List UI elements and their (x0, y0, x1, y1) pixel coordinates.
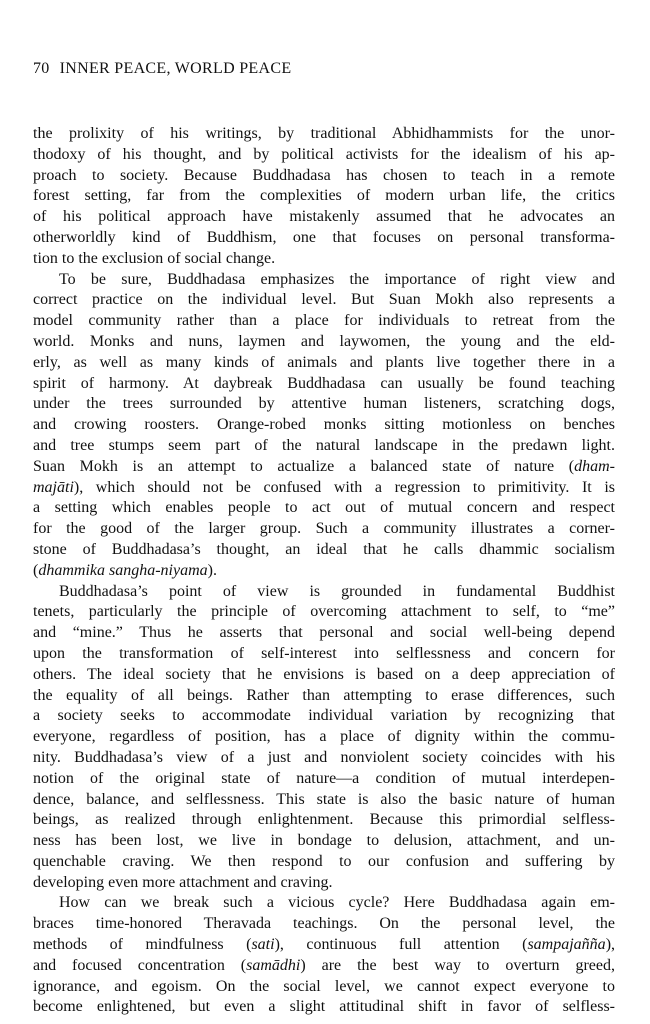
text-line: tion to the exclusion of social change. (33, 249, 276, 267)
text-line: and focused concentration (samādhi) are the best way to overturn greed, (33, 956, 615, 974)
text-line: a society seeks to accommodate individual variation by recognizing that (33, 707, 615, 725)
text-line: tenets, particularly the principle of overcoming attachment to self, to “me” (33, 603, 615, 621)
text-line: nity. Buddhadasa’s view of a just and nonviolent society coincides with his (33, 748, 615, 766)
text-line: proach to society. Because Buddhadasa has chosen to teach in a remote (33, 166, 615, 184)
text-line: ignorance, and egoism. On the social level, we cannot expect everyone to (33, 977, 615, 995)
paragraph (33, 582, 615, 894)
text-line: erly, as well as many kinds of animals and plants live together there in a (33, 353, 615, 371)
running-title: INNER PEACE, WORLD PEACE (59, 60, 292, 77)
text-line: the prolixity of his writings, by traditional Abhidhammists for the unor- (33, 125, 615, 142)
text-line: otherworldly kind of Buddhism, one that focuses on personal transforma- (33, 228, 615, 246)
text-line: and tree stumps seem part of the natural landscape in the predawn light. (33, 436, 615, 454)
paragraph (33, 270, 615, 582)
text-line: world. Monks and nuns, laymen and laywomen, the young and the eld- (33, 332, 615, 350)
text-line: everyone, regardless of position, has a place of dignity within the commu- (33, 728, 615, 746)
text-line: spirit of harmony. At daybreak Buddhadasa can usually be found teaching (33, 374, 615, 392)
text-line: under the trees surrounded by attentive human listeners, scratching dogs, (33, 395, 615, 413)
text-line: of his political approach have mistakenly assumed that he advocates an (33, 208, 615, 226)
text-line: others. The ideal society that he envisions is based on a deep appreciation of (33, 665, 615, 683)
text-line: How can we break such a vicious cycle? Here Buddhadasa again em- (59, 894, 615, 912)
body-text (33, 124, 615, 1018)
text-line: the equality of all beings. Rather than attempting to erase differences, such (33, 686, 615, 704)
text-line: become enlightened, but even a slight attitudinal shift in favor of selfless- (33, 998, 615, 1016)
text-line: quenchable craving. We then respond to our confusion and suffering by (33, 852, 615, 870)
text-line: upon the transformation of self-interest into selflessness and concern for (33, 644, 615, 662)
text-line: model community rather than a place for individuals to retreat from the (33, 312, 615, 330)
text-line: Suan Mokh is an attempt to actualize a balanced state of nature (dham- (33, 457, 615, 475)
running-head (33, 60, 291, 78)
text-line: dence, balance, and selflessness. This state is also the basic nature of human (33, 790, 615, 808)
text-line: beings, as realized through enlightenment. Because this primordial selfless- (33, 811, 615, 829)
text-line: and “mine.” Thus he asserts that personal and social well-being depend (33, 624, 615, 642)
paragraph (33, 124, 615, 270)
text-line: Buddhadasa’s point of view is grounded in fundamental Buddhist (59, 582, 615, 600)
text-line: for the good of the larger group. Such a community illustrates a corner- (33, 520, 615, 538)
text-line: forest setting, far from the complexities of modern urban life, the critics (33, 187, 615, 205)
text-line: ness has been lost, we live in bondage to delusion, attachment, and un- (33, 832, 615, 850)
text-line: developing even more attachment and craving. (33, 873, 333, 891)
text-line: correct practice on the individual level. But Suan Mokh also represents a (33, 291, 615, 309)
text-line: majāti), which should not be confused with a regression to primitivity. It is (33, 478, 615, 496)
text-line: methods of mindfulness (sati), continuous full attention (sampajañña), (33, 936, 616, 954)
text-line: a setting which enables people to act out of mutual concern and respect (33, 499, 615, 517)
text-line: stone of Buddhadasa’s thought, an ideal that he calls dhammic socialism (33, 540, 615, 558)
text-line: To be sure, Buddhadasa emphasizes the importance of right view and (59, 270, 615, 288)
page-number: 70 (33, 60, 50, 77)
text-line: and crowing roosters. Orange-robed monks sitting motionless on benches (33, 416, 615, 434)
text-line: thodoxy of his thought, and by political activists for the idealism of his ap- (33, 145, 615, 163)
text-line: notion of the original state of nature—a condition of mutual interdepen- (33, 769, 615, 787)
text-line: (dhammika sangha-niyama). (33, 561, 217, 579)
paragraph (33, 893, 615, 1018)
text-line: braces time-honored Theravada teachings. On the personal level, the (33, 915, 615, 933)
